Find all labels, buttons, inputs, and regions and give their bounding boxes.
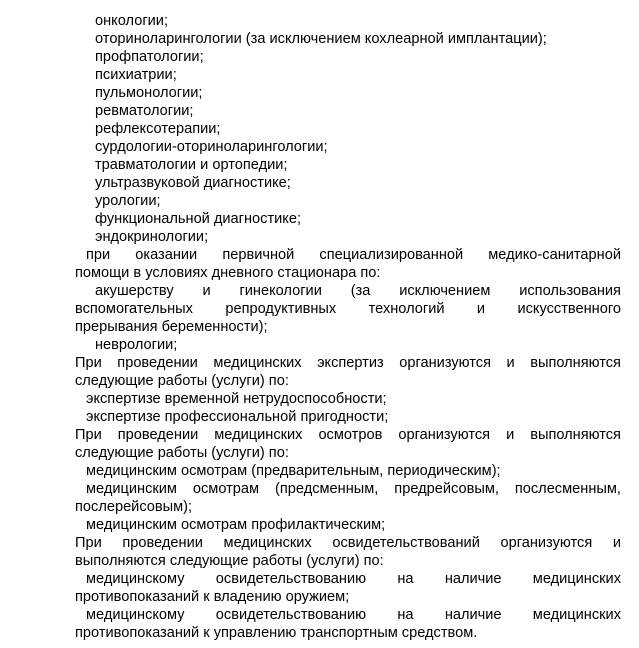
word: При (75, 427, 102, 443)
list-item-urology: урологии; (95, 193, 161, 209)
list-item-obstetrics-line1 (95, 282, 621, 300)
word: медико-санитарной (488, 247, 621, 263)
word: осмотров (318, 427, 383, 443)
list-item-functional-diagnostics: функциональной диагностике; (95, 211, 302, 227)
word: медицинских (214, 427, 303, 443)
word: медицинским (86, 481, 177, 497)
word: вспомогательных (75, 301, 193, 317)
word: на (397, 607, 414, 623)
word: при (86, 247, 111, 263)
word: проведении (117, 355, 198, 371)
list-item-shift-exams-line2: послерейсовым); (75, 499, 193, 515)
list-item-weapons-cert-line2: противопоказаний к владению оружием; (75, 589, 350, 605)
paragraph-expertise-line1 (75, 354, 621, 372)
word: (за (350, 283, 371, 299)
list-item-driving-cert-line2: противопоказаний к управлению транспортным средством. (75, 625, 478, 641)
list-item-otorhinolaryngology: оториноларингологии (за исключением кохлеарной имплантации); (95, 31, 547, 47)
word: выполняются (530, 427, 621, 443)
word: акушерству (95, 283, 174, 299)
word: организуются (500, 535, 593, 551)
list-item-reflexotherapy: рефлексотерапии; (95, 121, 221, 137)
paragraph-examinations-line1 (75, 426, 621, 444)
word: использования (519, 283, 621, 299)
word: организуются (398, 427, 491, 443)
list-item-rheumatology: ревматологии; (95, 103, 194, 119)
word: медицинских (213, 355, 302, 371)
word: и (612, 535, 621, 551)
paragraph-day-hospital-line (86, 246, 621, 264)
list-item-preliminary-exams: медицинским осмотрам (предварительным, периодическим); (86, 463, 501, 479)
word: медицинских (532, 571, 621, 587)
word: экспертиз (317, 355, 384, 371)
list-item-oncology: онкологии; (95, 13, 168, 29)
word: медицинскому (86, 571, 185, 587)
paragraph-expertise-line2: следующие работы (услуги) по: (75, 373, 289, 389)
word: репродуктивных (225, 301, 337, 317)
word: технологий (368, 301, 445, 317)
word: медицинских (532, 607, 621, 623)
list-item-traumatology: травматологии и ортопедии; (95, 157, 288, 173)
list-item-endocrinology: эндокринологии; (95, 229, 209, 245)
paragraph-certifications-line1 (75, 534, 621, 552)
word: специализированной (319, 247, 464, 263)
word: и (202, 283, 211, 299)
list-item-shift-exams-line1 (86, 480, 621, 498)
list-item-obstetrics-line3: прерывания беременности); (75, 319, 268, 335)
list-item-surdology: сурдологии-оториноларингологии; (95, 139, 328, 155)
paragraph-examinations-line2: следующие работы (услуги) по: (75, 445, 289, 461)
word: предрейсовым, (394, 481, 499, 497)
word: медицинскому (86, 607, 185, 623)
word: на (397, 571, 414, 587)
word: гинекологии (239, 283, 322, 299)
list-item-occupational-pathology: профпатологии; (95, 49, 204, 65)
list-item-ultrasound: ультразвуковой диагностике; (95, 175, 291, 191)
list-item-obstetrics-line2 (75, 300, 621, 318)
list-item-neurology: неврологии; (95, 337, 178, 353)
word: проведении (117, 427, 199, 443)
word: и (506, 427, 515, 443)
word: медицинских (223, 535, 312, 551)
word: освидетельствований (332, 535, 480, 551)
word: искусственного (517, 301, 621, 317)
list-item-weapons-cert-line1 (86, 570, 621, 588)
word: (предсменным, (275, 481, 379, 497)
word: исключением (399, 283, 491, 299)
paragraph-certifications-line2: выполняются следующие работы (услуги) по: (75, 553, 384, 569)
word: организуются (399, 355, 491, 371)
word: осмотрам (192, 481, 260, 497)
word: освидетельствованию (215, 607, 367, 623)
word: выполняются (530, 355, 621, 371)
word: первичной (222, 247, 295, 263)
list-item-pulmonology: пульмонологии; (95, 85, 203, 101)
word: и (476, 301, 486, 317)
list-item-psychiatry: психиатрии; (95, 67, 177, 83)
word: проведении (122, 535, 203, 551)
word: оказании (135, 247, 198, 263)
word: послесменным, (514, 481, 621, 497)
word: наличие (444, 571, 502, 587)
word: При (75, 535, 102, 551)
word: освидетельствованию (215, 571, 367, 587)
list-item-temporary-disability: экспертизе временной нетрудоспособности; (86, 391, 387, 407)
list-item-driving-cert-line1 (86, 606, 621, 624)
list-item-professional-suitability: экспертизе профессиональной пригодности; (86, 409, 389, 425)
list-item-preventive-exams: медицинским осмотрам профилактическим; (86, 517, 386, 533)
word: и (506, 355, 515, 371)
word: наличие (444, 607, 502, 623)
paragraph-day-hospital-cont: помощи в условиях дневного стационара по: (75, 265, 381, 281)
word: При (75, 355, 102, 371)
